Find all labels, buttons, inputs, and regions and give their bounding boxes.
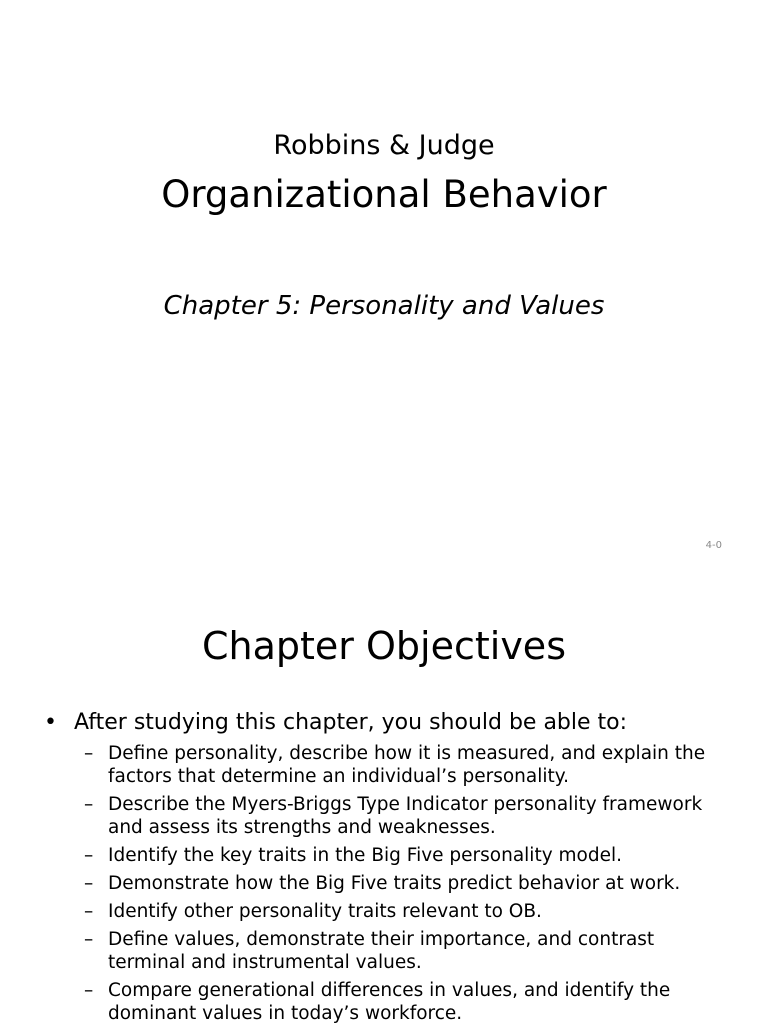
objective-text: Describe the Myers-Briggs Type Indicator personality framework and assess its strengths and weaknesses. — [108, 794, 703, 838]
main-bullet-text: After studying this chapter, you should be able to: — [74, 710, 628, 735]
dash-icon: – — [84, 901, 94, 922]
objectives-list — [44, 708, 734, 1024]
dash-icon: – — [84, 929, 94, 950]
objectives-title: Chapter Objectives — [202, 624, 566, 668]
objective-text: Identify the key traits in the Big Five personality model. — [108, 845, 623, 866]
dash-icon: – — [84, 873, 94, 894]
slide-number: 4-0 — [705, 540, 722, 551]
objective-text: Define values, demonstrate their importance, and contrast terminal and instrumental values. — [108, 929, 655, 973]
objective-item — [74, 793, 734, 839]
objective-text: Define personality, describe how it is measured, and explain the factors that determine an individual’s personality. — [108, 743, 706, 787]
objective-item — [74, 872, 734, 895]
dash-icon: – — [84, 980, 94, 1001]
dash-icon: – — [84, 845, 94, 866]
objective-sublist — [74, 742, 734, 1024]
dash-icon: – — [84, 794, 94, 815]
objective-text: Demonstrate how the Big Five traits predict behavior at work. — [108, 873, 681, 894]
bullet-icon: • — [44, 710, 57, 735]
author-line: Robbins & Judge — [273, 130, 495, 161]
objective-text: Compare generational differences in values, and identify the dominant values in today’s workforce. — [108, 980, 671, 1024]
objective-item — [74, 979, 734, 1024]
objective-item — [74, 742, 734, 788]
objective-item — [74, 900, 734, 923]
book-title: Organizational Behavior — [161, 173, 607, 216]
chapter-title: Chapter 5: Personality and Values — [163, 291, 605, 321]
objective-text: Identify other personality traits relevant to OB. — [108, 901, 542, 922]
dash-icon: – — [84, 743, 94, 764]
objective-item — [74, 844, 734, 867]
objectives-slide — [0, 576, 768, 1024]
objective-item — [74, 928, 734, 974]
main-bullet — [44, 708, 734, 1024]
